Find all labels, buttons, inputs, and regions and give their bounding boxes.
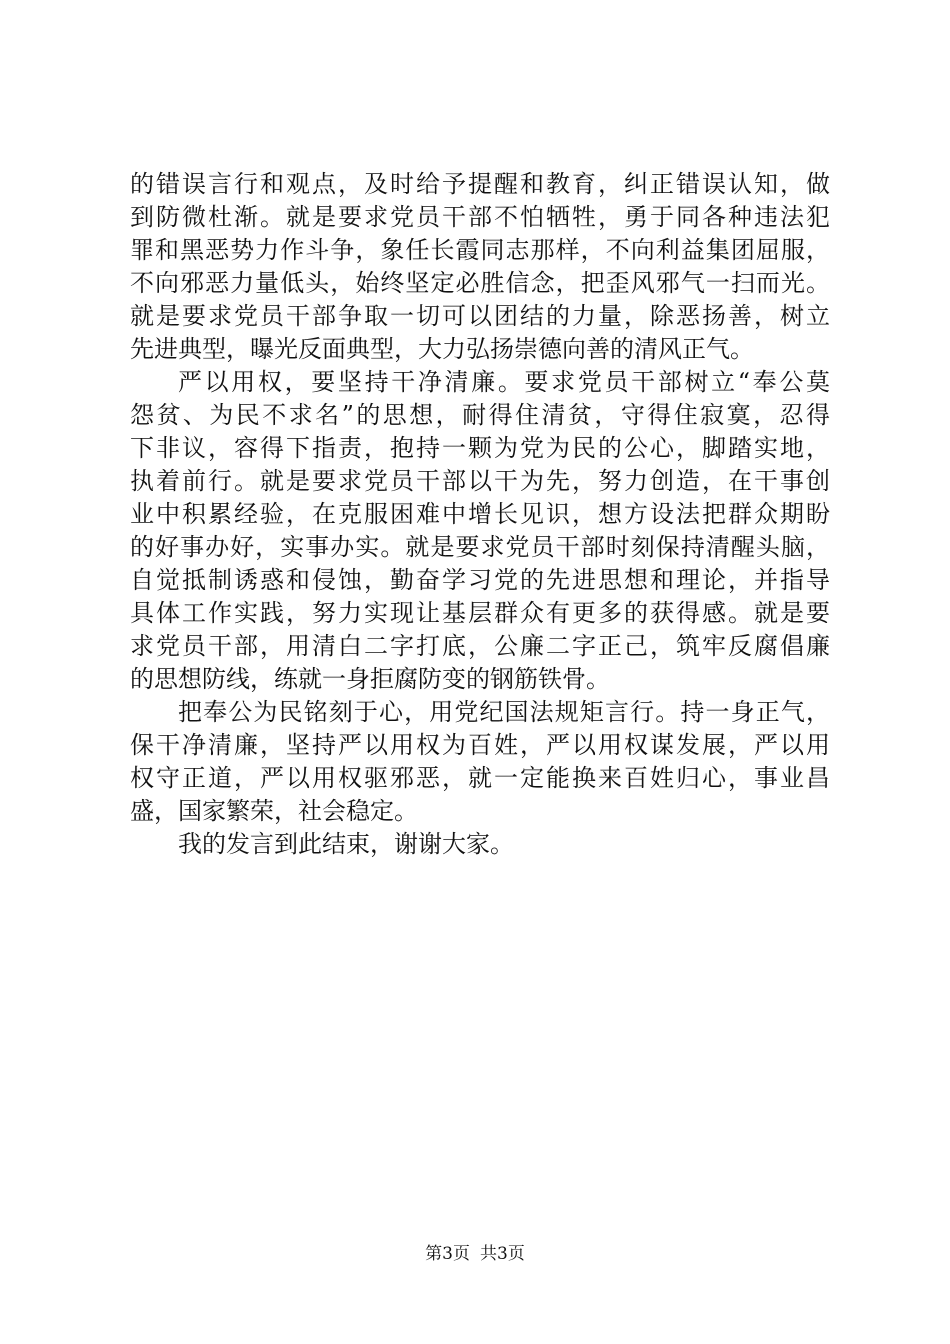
text-line: 的错误言行和观点，及时给予提醒和教育，纠正错误认知，做 (130, 170, 830, 198)
text-line: 保干净清廉，坚持严以用权为百姓，严以用权谋发展，严以用 (130, 731, 830, 759)
paragraph-start-line: 把奉公为民铭刻于心，用党纪国法规矩言行。持一身正气， (178, 698, 830, 726)
text-line: 先进典型，曝光反面典型，大力弘扬崇德向善的清风正气。 (130, 335, 754, 363)
text-line: 盛，国家繁荣，社会稳定。 (130, 797, 418, 825)
text-line: 执着前行。就是要求党员干部以干为先，努力创造，在干事创 (130, 467, 830, 495)
text-line: 下非议，容得下指责，抱持一颗为党为民的公心，脚踏实地， (130, 434, 830, 462)
text-line: 罪和黑恶势力作斗争，象任长霞同志那样，不向利益集团屈服， (130, 236, 830, 264)
text-line: 的好事办好，实事办实。就是要求党员干部时刻保持清醒头脑， (130, 533, 830, 561)
text-line: 具体工作实践，努力实现让基层群众有更多的获得感。就是要 (130, 599, 830, 627)
document-body (130, 168, 830, 861)
text-line: 权守正道，严以用权驱邪恶，就一定能换来百姓归心，事业昌 (130, 764, 830, 792)
text-line: 不向邪恶力量低头，始终坚定必胜信念，把歪风邪气一扫而光。 (130, 269, 830, 297)
text-line: 求党员干部，用清白二字打底，公廉二字正己，筑牢反腐倡廉 (130, 632, 830, 660)
page-footer (0, 1242, 950, 1266)
total-pages: 共3页 (480, 1244, 525, 1264)
paragraph-start-line: 我的发言到此结束，谢谢大家。 (178, 830, 514, 858)
text-line: 的思想防线，练就一身拒腐防变的钢筋铁骨。 (130, 665, 610, 693)
paragraph-start-line: 严以用权，要坚持干净清廉。要求党员干部树立“奉公莫 (178, 368, 830, 396)
text-line: 就是要求党员干部争取一切可以团结的力量，除恶扬善，树立 (130, 302, 830, 330)
text-line: 自觉抵制诱惑和侵蚀，勤奋学习党的先进思想和理论，并指导 (130, 566, 830, 594)
page-number: 第3页 (425, 1244, 470, 1264)
text-line: 业中积累经验，在克服困难中增长见识，想方设法把群众期盼 (130, 500, 830, 528)
text-line: 怨贫、为民不求名”的思想，耐得住清贫，守得住寂寞，忍得 (130, 401, 830, 429)
text-line: 到防微杜渐。就是要求党员干部不怕牺牲，勇于同各种违法犯 (130, 203, 830, 231)
